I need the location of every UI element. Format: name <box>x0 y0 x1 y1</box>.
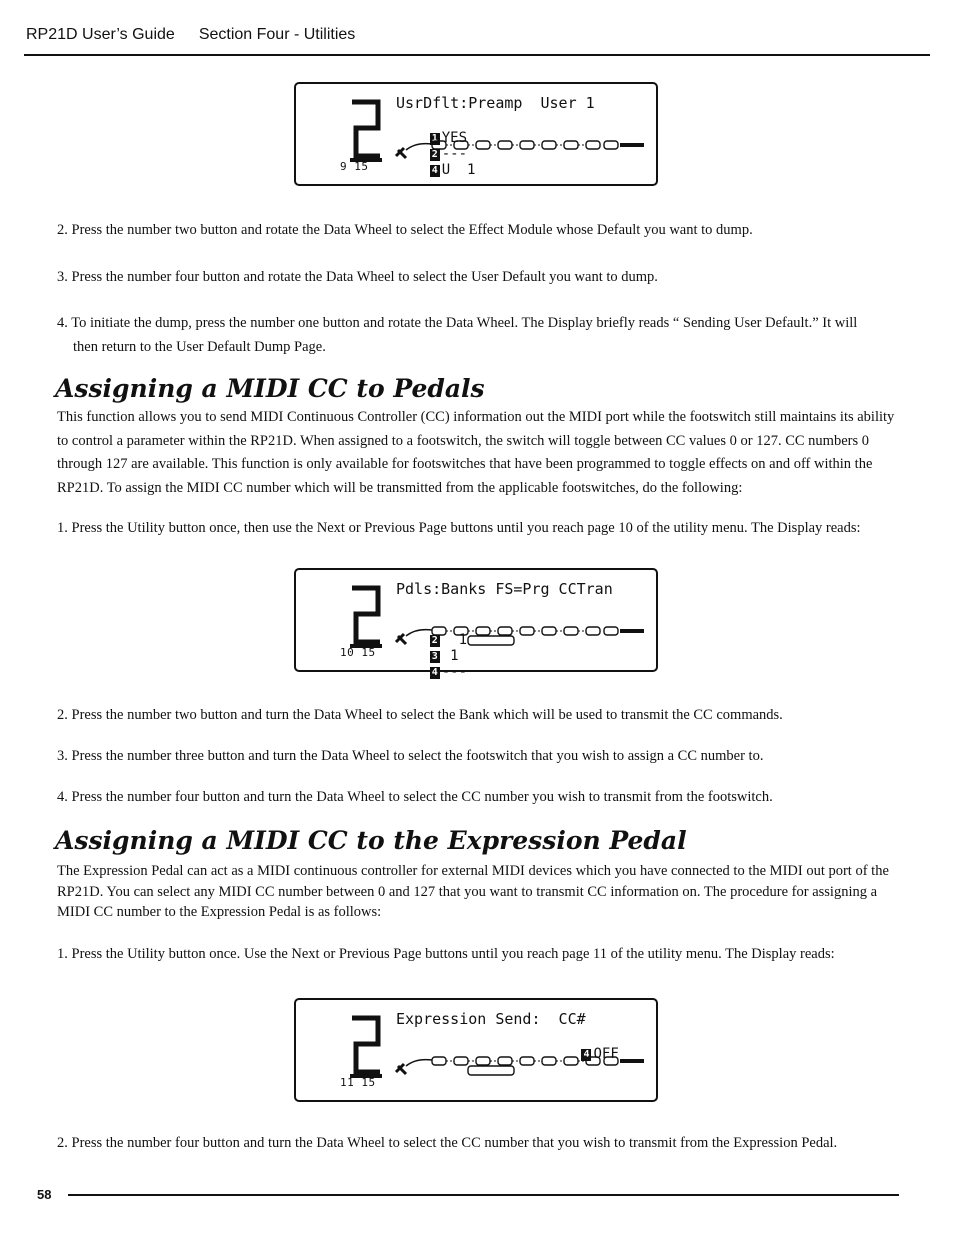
step-text: 4. To initiate the dump, press the number one button and rotate the Data Wheel. The Display briefly reads “ Sending User Default.” It will <box>57 315 858 331</box>
lcd-page-indicator: 9 15 <box>340 160 369 173</box>
key-value: U 1 <box>441 162 476 178</box>
key-number-badge: 3 <box>431 651 438 662</box>
guide-title: RP21D User’s Guide <box>26 26 175 43</box>
step-paragraph: 2. Press the number two button and rotate the Data Wheel to select the Effect Module whose Default you want to dump. <box>57 222 753 238</box>
step-paragraph <box>57 312 897 359</box>
key-value: 1 <box>441 632 476 648</box>
step-paragraph: 3. Press the number four button and rotate the Data Wheel to select the User Default you want to dump. <box>57 269 658 285</box>
key-number-badge: 2 <box>431 149 438 160</box>
lcd-line-1: Expression Send: CC# <box>396 1010 586 1028</box>
key-value: OFF <box>593 1046 619 1062</box>
step-paragraph: 3. Press the number three button and turn the Data Wheel to select the footswitch that you wish to assign a CC number to. <box>57 748 764 764</box>
key-value: 1 <box>441 648 476 664</box>
step-paragraph: 1. Press the Utility button once. Use the Next or Previous Page buttons until you reach page 11 of the utility menu. The Display reads: <box>57 946 835 962</box>
header-rule <box>24 54 930 56</box>
lcd-line-1: UsrDflt:Preamp User 1 <box>396 94 595 112</box>
effect-chain-icon <box>394 622 650 648</box>
lcd-digit-icon <box>346 1014 384 1080</box>
section-title: Section Four - Utilities <box>198 26 356 43</box>
effect-chain-icon <box>394 1052 650 1078</box>
lcd-display-pedals <box>294 568 658 680</box>
running-header <box>26 26 355 44</box>
lcd-line-2 <box>396 600 475 696</box>
step-paragraph: 4. Press the number four button and turn the Data Wheel to select the CC number you wish to transmit from the footswitch. <box>57 789 773 805</box>
key-value: --- <box>441 146 518 162</box>
section-intro: This function allows you to send MIDI Continuous Controller (CC) information out the MIDI port while the footswitch still maintains its ability to control a parameter within the RP21D. When assigned to a footswitch, the switch will toggle between CC values 0 or 127. CC numbers 0 through 127 are available. This function is only available for footswitches that have been programmed to toggle effects on and off within the RP21D. To assign the MIDI CC number which will be transmitted from the applicable footswitches, do the following: <box>57 409 895 496</box>
key-value: YES <box>441 130 476 146</box>
section-heading-pedals: Assigning a MIDI CC to Pedals <box>55 374 485 403</box>
step-continuation: then return to the User Default Dump Page. <box>73 338 326 355</box>
lcd-digit-icon <box>346 98 384 164</box>
page-number: 58 <box>37 1187 52 1202</box>
key-number-badge: 2 <box>431 635 438 646</box>
key-number-badge: 4 <box>431 165 438 176</box>
section-heading-expression: Assigning a MIDI CC to the Expression Pedal <box>55 826 687 855</box>
step-paragraph: 2. Press the number four button and turn the Data Wheel to select the CC number that you wish to transmit from the Expression Pedal. <box>57 1135 838 1151</box>
lcd-display-user-default <box>294 82 658 186</box>
lcd-page-indicator: 11 15 <box>340 1076 376 1089</box>
footer-rule <box>68 1194 899 1196</box>
effect-chain-icon <box>394 136 650 162</box>
lcd-digit-icon <box>346 584 384 650</box>
key-number-badge: 1 <box>431 133 438 144</box>
step-paragraph: 2. Press the number two button and turn the Data Wheel to select the Bank which will be used to transmit the CC commands. <box>57 707 783 723</box>
key-number-badge: 4 <box>583 1049 590 1060</box>
step-paragraph: 1. Press the Utility button once, then use the Next or Previous Page buttons until you reach page 10 of the utility menu. The Display reads: <box>57 520 861 536</box>
key-number-badge: 4 <box>431 667 438 678</box>
lcd-line-1: Pdls:Banks FS=Prg CCTran <box>396 580 613 598</box>
lcd-display-expression <box>294 998 658 1102</box>
section-intro: The Expression Pedal can act as a MIDI continuous controller for external MIDI devices which you have connected to the MIDI out port of the RP21D. You can select any MIDI CC number between 0 and 127 that you want to transmit CC information on. The procedure for assigning a MIDI CC number to the Expression Pedal is as follows: <box>57 863 889 920</box>
lcd-page-indicator: 10 15 <box>340 646 376 659</box>
key-value: --- <box>441 664 468 680</box>
